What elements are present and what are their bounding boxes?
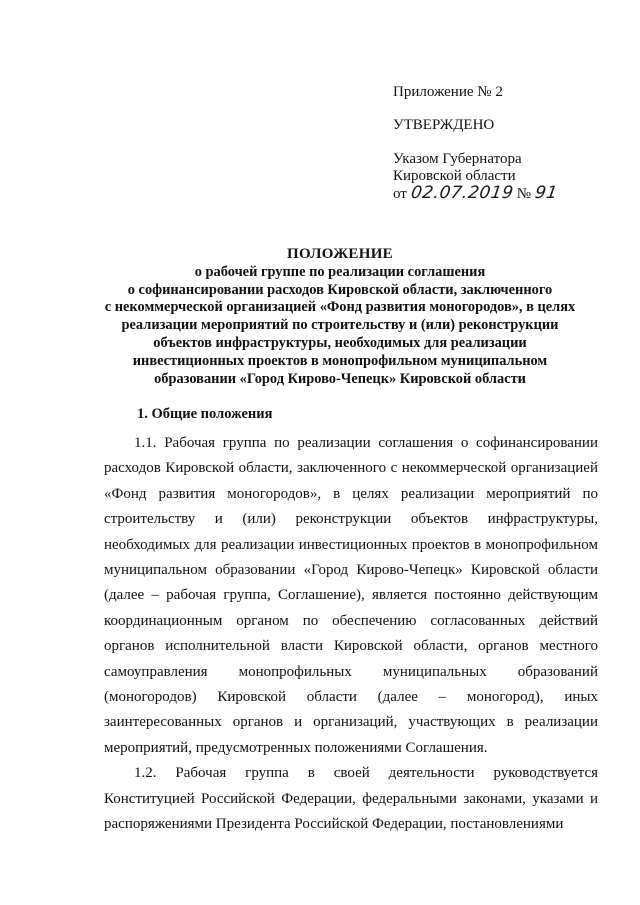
title-line: инвестиционных проектов в монопрофильном муниципальном bbox=[132, 352, 548, 369]
number-prefix: № bbox=[516, 186, 532, 202]
section-body bbox=[104, 431, 598, 838]
title-line: образовании «Город Кирово-Чепецк» Кировской области bbox=[154, 370, 526, 387]
decree-region: Кировской области bbox=[393, 168, 516, 184]
handwritten-date: 02.07.2019 bbox=[409, 183, 515, 203]
handwritten-number: 91 bbox=[533, 183, 559, 203]
date-prefix: от bbox=[393, 186, 407, 202]
title-line: с некоммерческой организацией «Фонд развития моногородов», в целях bbox=[104, 299, 576, 316]
title-line: реализации мероприятий по строительству и (или) реконструкции bbox=[121, 317, 559, 334]
decree-date-line bbox=[393, 185, 613, 203]
approved-label: УТВЕРЖДЕНО bbox=[393, 117, 495, 133]
title-line: о софинансировании расходов Кировской области, заключенного bbox=[127, 281, 553, 298]
paragraph-1-2: 1.2. Рабочая группа в своей деятельности руководствуется Конституцией Российской Федерации, федеральными законами, указами и распоряжениями Президента Российской Федерации, постановлениями bbox=[104, 765, 598, 833]
section-heading: 1. Общие положения bbox=[137, 406, 273, 422]
title-heading: ПОЛОЖЕНИЕ bbox=[287, 246, 393, 262]
appendix-number: Приложение № 2 bbox=[393, 84, 503, 100]
approval-block bbox=[393, 84, 613, 203]
document-title bbox=[60, 246, 620, 388]
title-line: о рабочей группе по реализации соглашения bbox=[194, 263, 486, 280]
paragraph-1-1: 1.1. Рабочая группа по реализации соглашения о софинансировании расходов Кировской области, заключенного с некоммерческой организацией «Фонд развития моногородов», в целях реализации мероприятий по строительству и (или) реконструкции объектов инфраструктуры, необходимых для реализации инвестиционных проектов в монопрофильном муниципальном образовании «Город Кирово-Чепецк» Кировской области (далее – рабочая группа, Соглашение), является постоянно действующим координационным органом по обеспечению согласованных действий органов исполнительной власти Кировской области, органов местного самоуправления монопрофильных муниципальных образований (моногородов) Кировской области (далее – моногород), иных заинтересованных органов и организаций, участвующих в реализации мероприятий, предусмотренных положениями Соглашения. bbox=[104, 435, 598, 756]
title-line: объектов инфраструктуры, необходимых для реализации bbox=[153, 334, 527, 351]
decree-issuer: Указом Губернатора bbox=[393, 151, 522, 167]
